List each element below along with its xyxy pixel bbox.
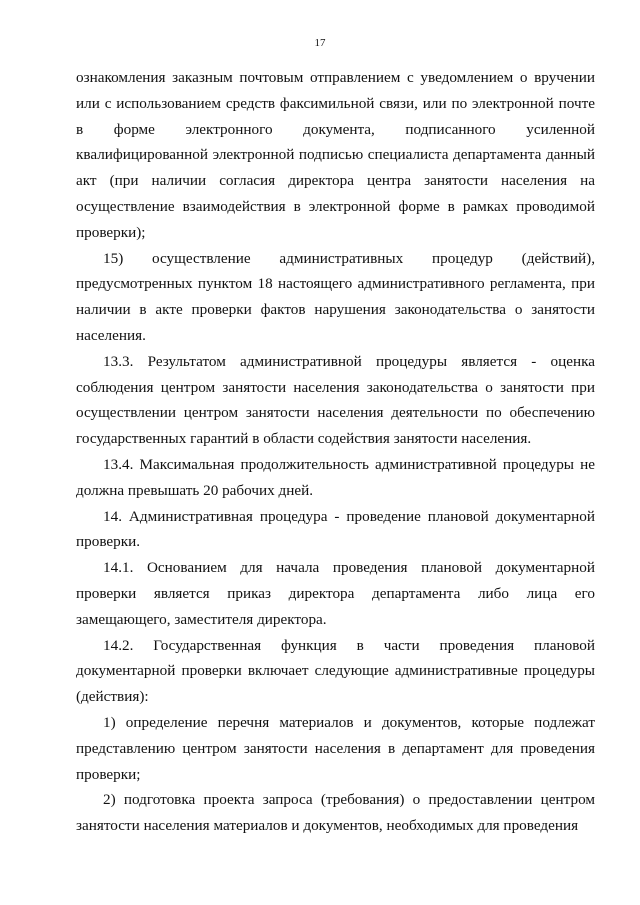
- paragraph-14: 14. Административная процедура - проведение плановой документарной проверки.: [76, 507, 595, 551]
- paragraph-list-item-2: 2) подготовка проекта запроса (требования) о предоставлении центром занятости населения материалов и документов, необходимых для проведения: [76, 791, 595, 835]
- paragraph-13-4: 13.4. Максимальная продолжительность административной процедуры не должна превышать 20 рабочих дней.: [76, 455, 595, 499]
- paragraph-list-item-1: 1) определение перечня материалов и документов, которые подлежат представлению центром занятости населения в департамент для проведения проверки;: [76, 713, 595, 783]
- document-body: [76, 65, 595, 839]
- paragraph-13-3: 13.3. Результатом административной процедуры является - оценка соблюдения центром занятости населения законодательства о занятости при осуществлении центром занятости населения деятельности по обеспечению государственных гарантий в области содействия занятости населения.: [76, 352, 595, 448]
- page-number: 17: [314, 37, 326, 49]
- paragraph-continuation: ознакомления заказным почтовым отправлением с уведомлением о вручении или с использованием средств факсимильной связи, или по электронной почте в форме электронного документа, подписанного усиленной квалифицированной электронной подписью специалиста департамента данный акт (при наличии согласия директора центра занятости населения на осуществление взаимодействия в электронной форме в рамках проводимой проверки);: [76, 69, 595, 241]
- paragraph-14-1: 14.1. Основанием для начала проведения плановой документарной проверки является приказ директора департамента либо лица его замещающего, заместителя директора.: [76, 559, 595, 628]
- paragraph-item-15: 15) осуществление административных процедур (действий), предусмотренных пунктом 18 настоящего административного регламента, при наличии в акте проверки фактов нарушения законодательства о занятости населения.: [76, 249, 595, 344]
- paragraph-14-2: 14.2. Государственная функция в части проведения плановой документарной проверки включает следующие административные процедуры (действия):: [76, 636, 595, 706]
